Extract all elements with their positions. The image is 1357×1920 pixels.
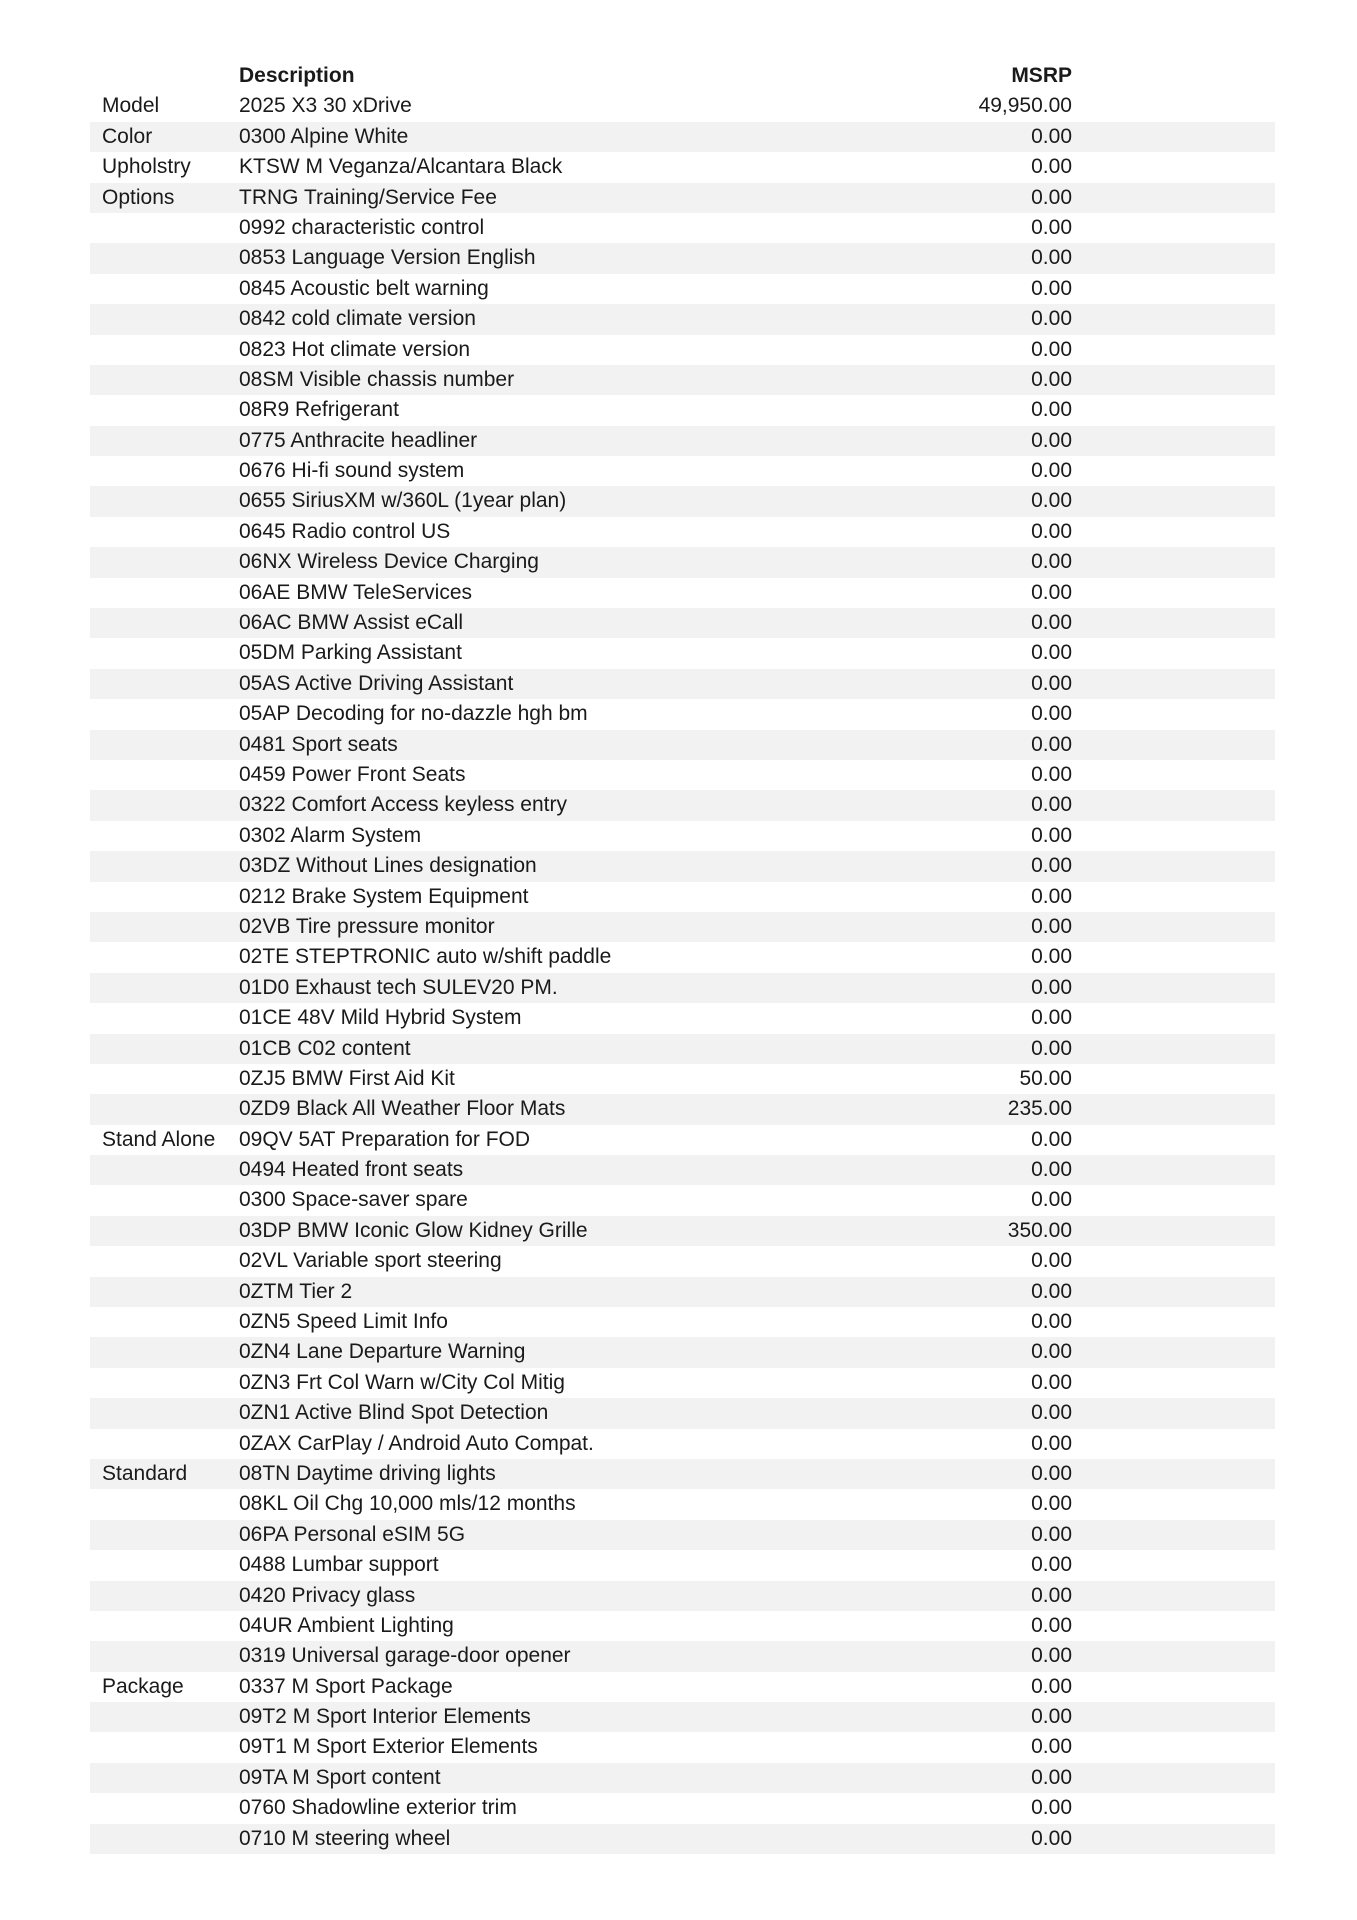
description-cell: 08KL Oil Chg 10,000 mls/12 months xyxy=(239,1492,576,1516)
description-cell: 06NX Wireless Device Charging xyxy=(239,550,539,574)
msrp-column-header: MSRP xyxy=(1011,64,1072,87)
description-cell: 0300 Alpine White xyxy=(239,124,409,148)
msrp-table xyxy=(90,61,1275,1854)
table-header xyxy=(90,61,1275,91)
msrp-cell: 0.00 xyxy=(1031,1461,1072,1485)
description-cell: 06PA Personal eSIM 5G xyxy=(239,1522,466,1546)
msrp-cell: 0.00 xyxy=(1031,823,1072,847)
table-row xyxy=(90,1064,1275,1094)
msrp-cell: 0.00 xyxy=(1031,641,1072,665)
table-row xyxy=(90,882,1275,912)
description-cell: 0845 Acoustic belt warning xyxy=(239,276,489,300)
description-cell: 0300 Space-saver spare xyxy=(239,1188,468,1212)
msrp-cell: 49,950.00 xyxy=(978,94,1072,118)
description-cell: 0ZN5 Speed Limit Info xyxy=(239,1310,448,1334)
description-cell: 0775 Anthracite headliner xyxy=(239,428,478,452)
msrp-cell: 50.00 xyxy=(1019,1066,1072,1090)
msrp-cell: 0.00 xyxy=(1031,1613,1072,1637)
msrp-cell: 0.00 xyxy=(1031,1310,1072,1334)
table-row xyxy=(90,426,1275,456)
msrp-cell: 0.00 xyxy=(1031,1735,1072,1759)
table-row xyxy=(90,1034,1275,1064)
description-cell: 0337 M Sport Package xyxy=(239,1674,453,1698)
msrp-cell: 0.00 xyxy=(1031,1249,1072,1273)
table-row xyxy=(90,1611,1275,1641)
description-cell: 08R9 Refrigerant xyxy=(239,398,399,422)
table-row xyxy=(90,213,1275,243)
msrp-cell: 0.00 xyxy=(1031,732,1072,756)
table-row xyxy=(90,335,1275,365)
table-row xyxy=(90,456,1275,486)
table-row xyxy=(90,1641,1275,1671)
table-row xyxy=(90,638,1275,668)
msrp-cell: 0.00 xyxy=(1031,854,1072,878)
description-cell: 0302 Alarm System xyxy=(239,823,422,847)
table-row xyxy=(90,578,1275,608)
table-row xyxy=(90,1155,1275,1185)
table-row xyxy=(90,547,1275,577)
description-cell: 03DP BMW Iconic Glow Kidney Grille xyxy=(239,1218,588,1242)
table-row xyxy=(90,1672,1275,1702)
table-row xyxy=(90,1520,1275,1550)
msrp-cell: 0.00 xyxy=(1031,1492,1072,1516)
description-cell: 0760 Shadowline exterior trim xyxy=(239,1796,517,1820)
description-cell: 03DZ Without Lines designation xyxy=(239,854,537,878)
category-cell: Options xyxy=(102,185,175,209)
table-row xyxy=(90,942,1275,972)
description-cell: 0ZN3 Frt Col Warn w/City Col Mitig xyxy=(239,1370,565,1394)
msrp-cell: 0.00 xyxy=(1031,580,1072,604)
msrp-cell: 0.00 xyxy=(1031,519,1072,543)
table-row xyxy=(90,608,1275,638)
description-cell: 04UR Ambient Lighting xyxy=(239,1613,454,1637)
description-cell: 0710 M steering wheel xyxy=(239,1826,451,1850)
msrp-cell: 0.00 xyxy=(1031,793,1072,817)
table-row xyxy=(90,912,1275,942)
table-row xyxy=(90,152,1275,182)
msrp-cell: 0.00 xyxy=(1031,1796,1072,1820)
msrp-cell: 0.00 xyxy=(1031,1188,1072,1212)
msrp-cell: 0.00 xyxy=(1031,762,1072,786)
table-row xyxy=(90,1246,1275,1276)
description-cell: 05AS Active Driving Assistant xyxy=(239,671,514,695)
table-row xyxy=(90,1368,1275,1398)
msrp-cell: 0.00 xyxy=(1031,975,1072,999)
msrp-cell: 0.00 xyxy=(1031,155,1072,179)
category-cell: Color xyxy=(102,124,153,148)
table-row xyxy=(90,395,1275,425)
table-row xyxy=(90,1702,1275,1732)
msrp-cell: 0.00 xyxy=(1031,1644,1072,1668)
description-cell: 01D0 Exhaust tech SULEV20 PM. xyxy=(239,975,558,999)
description-cell: 0655 SiriusXM w/360L (1year plan) xyxy=(239,489,567,513)
description-cell: 06AE BMW TeleServices xyxy=(239,580,473,604)
table-row xyxy=(90,1125,1275,1155)
table-row xyxy=(90,1732,1275,1762)
table-row xyxy=(90,122,1275,152)
table-row xyxy=(90,1763,1275,1793)
description-cell: 01CE 48V Mild Hybrid System xyxy=(239,1006,522,1030)
msrp-cell: 0.00 xyxy=(1031,489,1072,513)
description-cell: 0842 cold climate version xyxy=(239,307,476,331)
description-cell: 01CB C02 content xyxy=(239,1036,411,1060)
msrp-cell: 350.00 xyxy=(1007,1218,1072,1242)
msrp-cell: 0.00 xyxy=(1031,1765,1072,1789)
category-cell: Model xyxy=(102,94,160,118)
msrp-cell: 0.00 xyxy=(1031,367,1072,391)
description-cell: 02TE STEPTRONIC auto w/shift paddle xyxy=(239,945,612,969)
msrp-cell: 0.00 xyxy=(1031,1340,1072,1364)
table-row xyxy=(90,91,1275,121)
msrp-cell: 0.00 xyxy=(1031,276,1072,300)
msrp-cell: 0.00 xyxy=(1031,1431,1072,1455)
category-cell: Standard xyxy=(102,1461,188,1485)
category-cell: Package xyxy=(102,1674,184,1698)
table-row xyxy=(90,851,1275,881)
table-row xyxy=(90,243,1275,273)
msrp-cell: 0.00 xyxy=(1031,1674,1072,1698)
description-cell: 0459 Power Front Seats xyxy=(239,762,466,786)
table-row xyxy=(90,1216,1275,1246)
table-row xyxy=(90,1307,1275,1337)
table-row xyxy=(90,760,1275,790)
table-row xyxy=(90,1337,1275,1367)
description-cell: 09QV 5AT Preparation for FOD xyxy=(239,1127,531,1151)
description-cell: 08TN Daytime driving lights xyxy=(239,1461,496,1485)
msrp-cell: 0.00 xyxy=(1031,307,1072,331)
category-cell: Stand Alone xyxy=(102,1127,216,1151)
description-cell: 06AC BMW Assist eCall xyxy=(239,611,464,635)
table-row xyxy=(90,517,1275,547)
description-cell: 0ZN1 Active Blind Spot Detection xyxy=(239,1401,549,1425)
table-row xyxy=(90,669,1275,699)
msrp-cell: 0.00 xyxy=(1031,428,1072,452)
description-cell: 09T2 M Sport Interior Elements xyxy=(239,1705,531,1729)
table-row xyxy=(90,183,1275,213)
msrp-cell: 0.00 xyxy=(1031,702,1072,726)
msrp-cell: 0.00 xyxy=(1031,124,1072,148)
description-cell: 0853 Language Version English xyxy=(239,246,536,270)
msrp-cell: 0.00 xyxy=(1031,246,1072,270)
table-row xyxy=(90,365,1275,395)
table-row xyxy=(90,1581,1275,1611)
msrp-cell: 0.00 xyxy=(1031,337,1072,361)
msrp-cell: 0.00 xyxy=(1031,459,1072,483)
table-row xyxy=(90,274,1275,304)
msrp-cell: 0.00 xyxy=(1031,1401,1072,1425)
msrp-cell: 0.00 xyxy=(1031,611,1072,635)
msrp-cell: 0.00 xyxy=(1031,185,1072,209)
table-row xyxy=(90,730,1275,760)
description-cell: 09TA M Sport content xyxy=(239,1765,441,1789)
msrp-cell: 0.00 xyxy=(1031,884,1072,908)
msrp-cell: 0.00 xyxy=(1031,550,1072,574)
table-row xyxy=(90,1003,1275,1033)
table-row xyxy=(90,1094,1275,1124)
description-column-header: Description xyxy=(239,64,355,87)
table-row xyxy=(90,821,1275,851)
msrp-cell: 0.00 xyxy=(1031,1279,1072,1303)
category-cell: Upholstry xyxy=(102,155,191,179)
description-cell: KTSW M Veganza/Alcantara Black xyxy=(239,155,563,179)
msrp-cell: 0.00 xyxy=(1031,1583,1072,1607)
description-cell: 0481 Sport seats xyxy=(239,732,398,756)
description-cell: 0ZN4 Lane Departure Warning xyxy=(239,1340,526,1364)
msrp-cell: 0.00 xyxy=(1031,671,1072,695)
description-cell: 08SM Visible chassis number xyxy=(239,367,515,391)
table-row xyxy=(90,973,1275,1003)
table-row xyxy=(90,486,1275,516)
table-row xyxy=(90,304,1275,334)
msrp-cell: 0.00 xyxy=(1031,1036,1072,1060)
msrp-cell: 0.00 xyxy=(1031,1705,1072,1729)
table-row xyxy=(90,699,1275,729)
table-row xyxy=(90,1185,1275,1215)
msrp-cell: 0.00 xyxy=(1031,1370,1072,1394)
table-row xyxy=(90,1824,1275,1854)
msrp-cell: 0.00 xyxy=(1031,945,1072,969)
description-cell: 0ZD9 Black All Weather Floor Mats xyxy=(239,1097,566,1121)
msrp-cell: 0.00 xyxy=(1031,914,1072,938)
msrp-cell: 0.00 xyxy=(1031,1127,1072,1151)
description-cell: 02VL Variable sport steering xyxy=(239,1249,502,1273)
description-cell: 0ZJ5 BMW First Aid Kit xyxy=(239,1066,455,1090)
description-cell: 0494 Heated front seats xyxy=(239,1158,464,1182)
table-row xyxy=(90,1459,1275,1489)
description-cell: 0676 Hi-fi sound system xyxy=(239,459,465,483)
description-cell: 0319 Universal garage-door opener xyxy=(239,1644,571,1668)
description-cell: TRNG Training/Service Fee xyxy=(239,185,497,209)
msrp-cell: 0.00 xyxy=(1031,1158,1072,1182)
table-row xyxy=(90,790,1275,820)
table-row xyxy=(90,1793,1275,1823)
table-row xyxy=(90,1277,1275,1307)
description-cell: 05DM Parking Assistant xyxy=(239,641,462,665)
table-body xyxy=(90,91,1275,1854)
table-row xyxy=(90,1429,1275,1459)
msrp-cell: 0.00 xyxy=(1031,1522,1072,1546)
msrp-cell: 0.00 xyxy=(1031,1826,1072,1850)
description-cell: 0ZTM Tier 2 xyxy=(239,1279,353,1303)
description-cell: 0992 characteristic control xyxy=(239,215,485,239)
table-row xyxy=(90,1550,1275,1580)
msrp-cell: 235.00 xyxy=(1007,1097,1072,1121)
description-cell: 0823 Hot climate version xyxy=(239,337,471,361)
description-cell: 0488 Lumbar support xyxy=(239,1553,439,1577)
table-row xyxy=(90,1489,1275,1519)
msrp-cell: 0.00 xyxy=(1031,1553,1072,1577)
msrp-cell: 0.00 xyxy=(1031,215,1072,239)
description-cell: 0322 Comfort Access keyless entry xyxy=(239,793,567,817)
description-cell: 0420 Privacy glass xyxy=(239,1583,416,1607)
description-cell: 0ZAX CarPlay / Android Auto Compat. xyxy=(239,1431,594,1455)
msrp-cell: 0.00 xyxy=(1031,1006,1072,1030)
msrp-cell: 0.00 xyxy=(1031,398,1072,422)
description-cell: 05AP Decoding for no-dazzle hgh bm xyxy=(239,702,588,726)
description-cell: 0645 Radio control US xyxy=(239,519,451,543)
description-cell: 2025 X3 30 xDrive xyxy=(239,94,412,118)
description-cell: 02VB Tire pressure monitor xyxy=(239,914,495,938)
table-row xyxy=(90,1398,1275,1428)
description-cell: 0212 Brake System Equipment xyxy=(239,884,529,908)
description-cell: 09T1 M Sport Exterior Elements xyxy=(239,1735,538,1759)
